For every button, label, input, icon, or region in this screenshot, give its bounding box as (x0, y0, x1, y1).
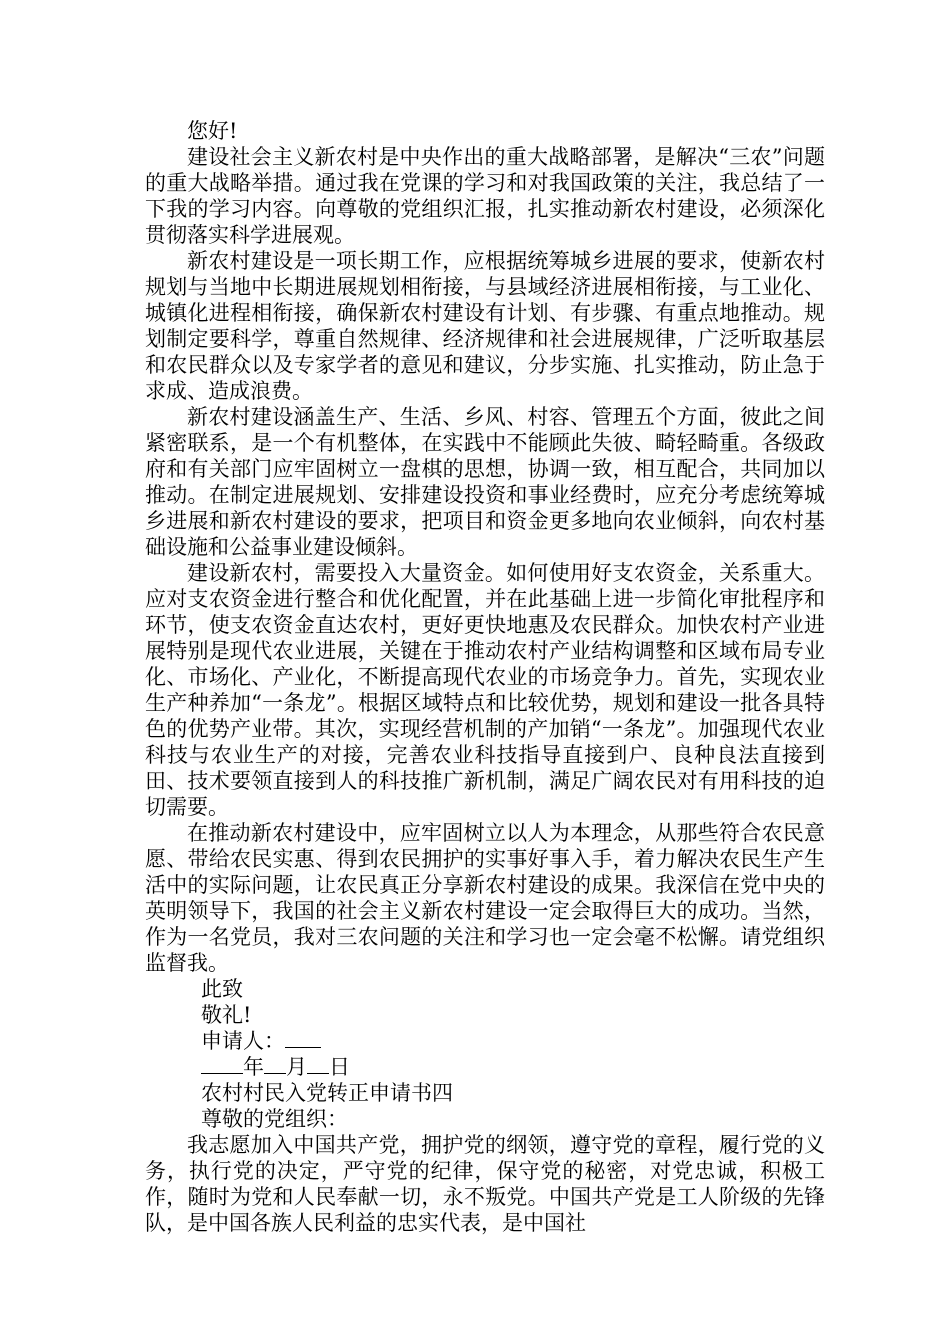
date-year: 年 (243, 1055, 264, 1079)
paragraph-1: 建设社会主义新农村是中央作出的重大战略部署，是解决“三农”问题的重大战略举措。通过我在党课的学习和对我国政策的关注，我总结了一下我的学习内容。向尊敬的党组织汇报，扎实推动新农村建设，必须深化贯彻落实科学进展观。 (145, 145, 825, 247)
greeting: 您好! (187, 119, 238, 143)
closing-ci-zhi: 此致 (201, 977, 243, 1001)
applicant-blank (285, 1028, 321, 1048)
date-month: 月 (286, 1055, 307, 1079)
next-paragraph: 我志愿加入中国共产党，拥护党的纲领，遵守党的章程，履行党的义务，执行党的决定，严守党的纪律，保守党的秘密，对党忠诚，积极工作，随时为党和人民奉献一切，永不叛党。中国共产党是工人阶级的先锋队，是中国各族人民利益的忠实代表，是中国社 (145, 1133, 825, 1235)
year-blank (201, 1054, 243, 1074)
applicant-label: 申请人： (201, 1029, 285, 1053)
paragraph-3: 新农村建设涵盖生产、生活、乡风、村容、管理五个方面，彼此之间紧密联系，是一个有机整体，在实践中不能顾此失彼、畸轻畸重。各级政府和有关部门应牢固树立一盘棋的思想，协调一致，相互配合，共同加以推动。在制定进展规划、安排建设投资和事业经费时，应充分考虑统筹城乡进展和新农村建设的要求，把项目和资金更多地向农业倾斜，向农村基础设施和公益事业建设倾斜。 (145, 405, 825, 559)
closing-jing-li: 敬礼! (201, 1003, 252, 1027)
paragraph-2: 新农村建设是一项长期工作，应根据统筹城乡进展的要求，使新农村规划与当地中长期进展规划相衔接，与县域经济进展相衔接，与工业化、城镇化进程相衔接，确保新农村建设有计划、有步骤、有重点地推动。规划制定要科学，尊重自然规律、经济规律和社会进展规律，广泛听取基层和农民群众以及专家学者的意见和建议，分步实施、扎实推动，防止急于求成、造成浪费。 (145, 249, 825, 403)
date-day: 日 (329, 1055, 350, 1079)
document-page (145, 118, 825, 1236)
date-line (145, 1054, 825, 1080)
paragraph-5: 在推动新农村建设中，应牢固树立以人为本理念，从那些符合农民意愿、带给农民实惠、得到农民拥护的实事好事入手，着力解决农民生产生活中的实际问题，让农民真正分享新农村建设的成果。我深信在党中央的英明领导下，我国的社会主义新农村建设一定会取得巨大的成功。当然，作为一名党员，我对三农问题的关注和学习也一定会毫不松懈。请党组织监督我。 (145, 821, 825, 975)
applicant-line (145, 1028, 825, 1054)
day-blank (307, 1054, 329, 1074)
month-blank (264, 1054, 286, 1074)
next-salutation: 尊敬的党组织： (201, 1107, 348, 1131)
paragraph-4: 建设新农村，需要投入大量资金。如何使用好支农资金，关系重大。应对支农资金进行整合和优化配置，并在此基础上进一步简化审批程序和环节，使支农资金直达农村，更好更快地惠及农民群众。加快农村产业进展特别是现代农业进展，关键在于推动农村产业结构调整和区域布局专业化、市场化、产业化，不断提高现代农业的市场竞争力。首先，实现农业生产种养加“一条龙”。根据区域特点和比较优势，规划和建设一批各具特色的优势产业带。其次，实现经营机制的产加销“一条龙”。加强现代农业科技与农业生产的对接，完善农业科技指导直接到户、良种良法直接到田、技术要领直接到人的科技推广新机制，满足广阔农民对有用科技的迫切需要。 (145, 561, 825, 819)
next-document-title: 农村村民入党转正申请书四 (201, 1081, 453, 1105)
